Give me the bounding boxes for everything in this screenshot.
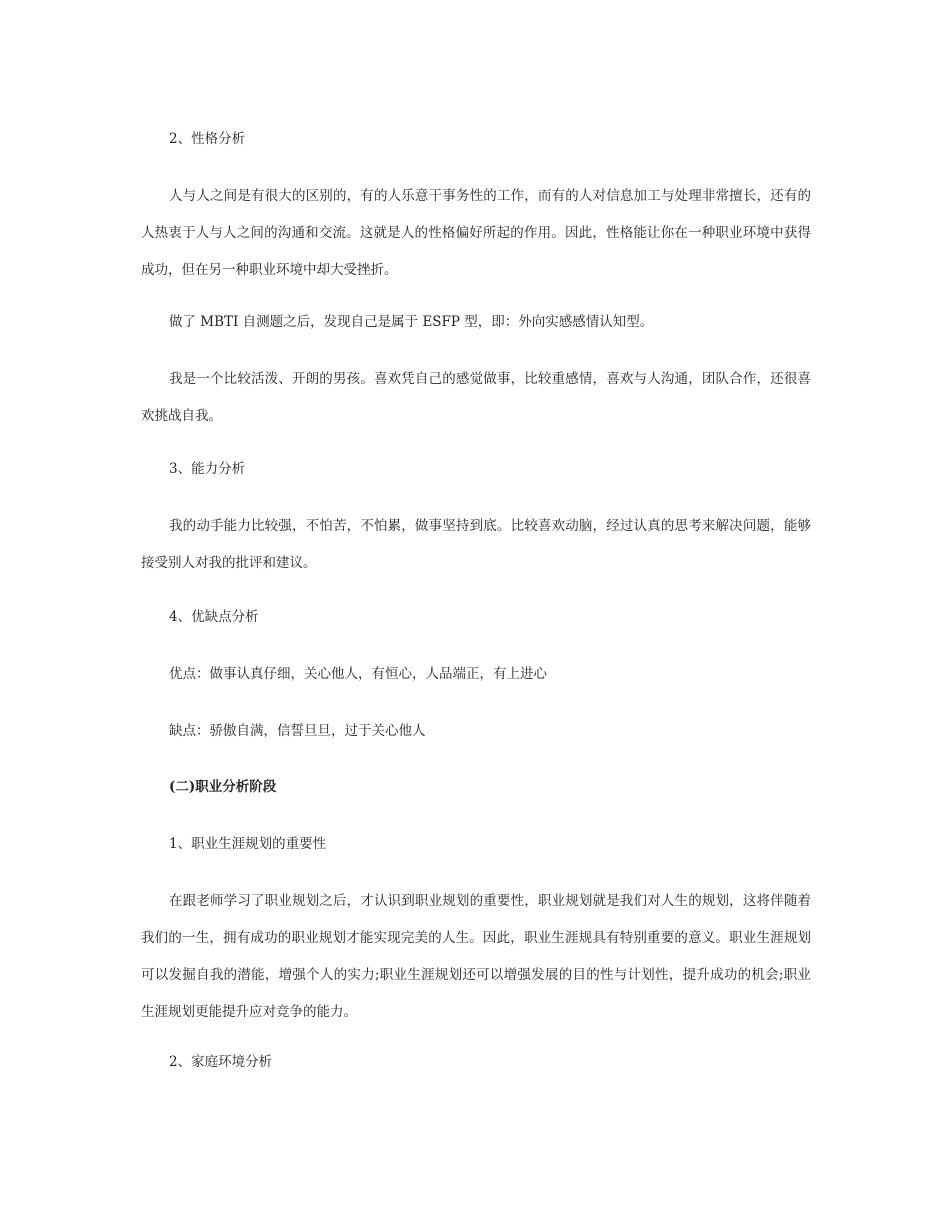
paragraph-strengths: 优点：做事认真仔细，关心他人，有恒心，人品端正，有上进心: [169, 666, 547, 682]
heading-career-planning-importance: 1、职业生涯规划的重要性: [169, 836, 327, 852]
heading-personality-analysis: 2、性格分析: [169, 131, 246, 147]
section-heading-career-analysis: (二)职业分析阶段: [169, 779, 277, 795]
paragraph-personality-differences: 人与人之间是有很大的区别的，有的人乐意干事务性的工作，而有的人对信息加工与处理非常擅长，还有的人热衷于人与人之间的沟通和交流。这就是人的性格偏好所起的作用。因此，性格能让你在一种职业环境中获得成功，但在另一种职业环境中却大受挫折。: [141, 188, 811, 278]
paragraph-career-planning-importance: 在跟老师学习了职业规划之后，才认识到职业规划的重要性，职业规划就是我们对人生的规划，这将伴随着我们的一生，拥有成功的职业规划才能实现完美的人生。因此，职业生涯规具有特别重要的意义。职业生涯规划可以发掘自我的潜能，增强个人的实力;职业生涯规划还可以增强发展的目的性与计划性，提升成功的机会;职业生涯规划更能提升应对竞争的能力。: [141, 893, 811, 1020]
paragraph-weaknesses: 缺点：骄傲自满，信誓旦旦，过于关心他人: [169, 723, 426, 739]
paragraph-mbti-result: 做了 MBTI 自测题之后，发现自己是属于 ESFP 型，即：外向实感感情认知型。: [169, 314, 654, 330]
heading-family-environment: 2、家庭环境分析: [169, 1054, 273, 1070]
paragraph-self-description: 我是一个比较活泼、开朗的男孩。喜欢凭自己的感觉做事，比较重感情，喜欢与人沟通，团队合作，还很喜欢挑战自我。: [141, 371, 811, 424]
heading-ability-analysis: 3、能力分析: [169, 461, 246, 477]
paragraph-ability-description: 我的动手能力比较强，不怕苦，不怕累，做事坚持到底。比较喜欢动脑，经过认真的思考来解决问题，能够接受别人对我的批评和建议。: [141, 518, 811, 571]
heading-strengths-weaknesses: 4、优缺点分析: [169, 609, 259, 625]
